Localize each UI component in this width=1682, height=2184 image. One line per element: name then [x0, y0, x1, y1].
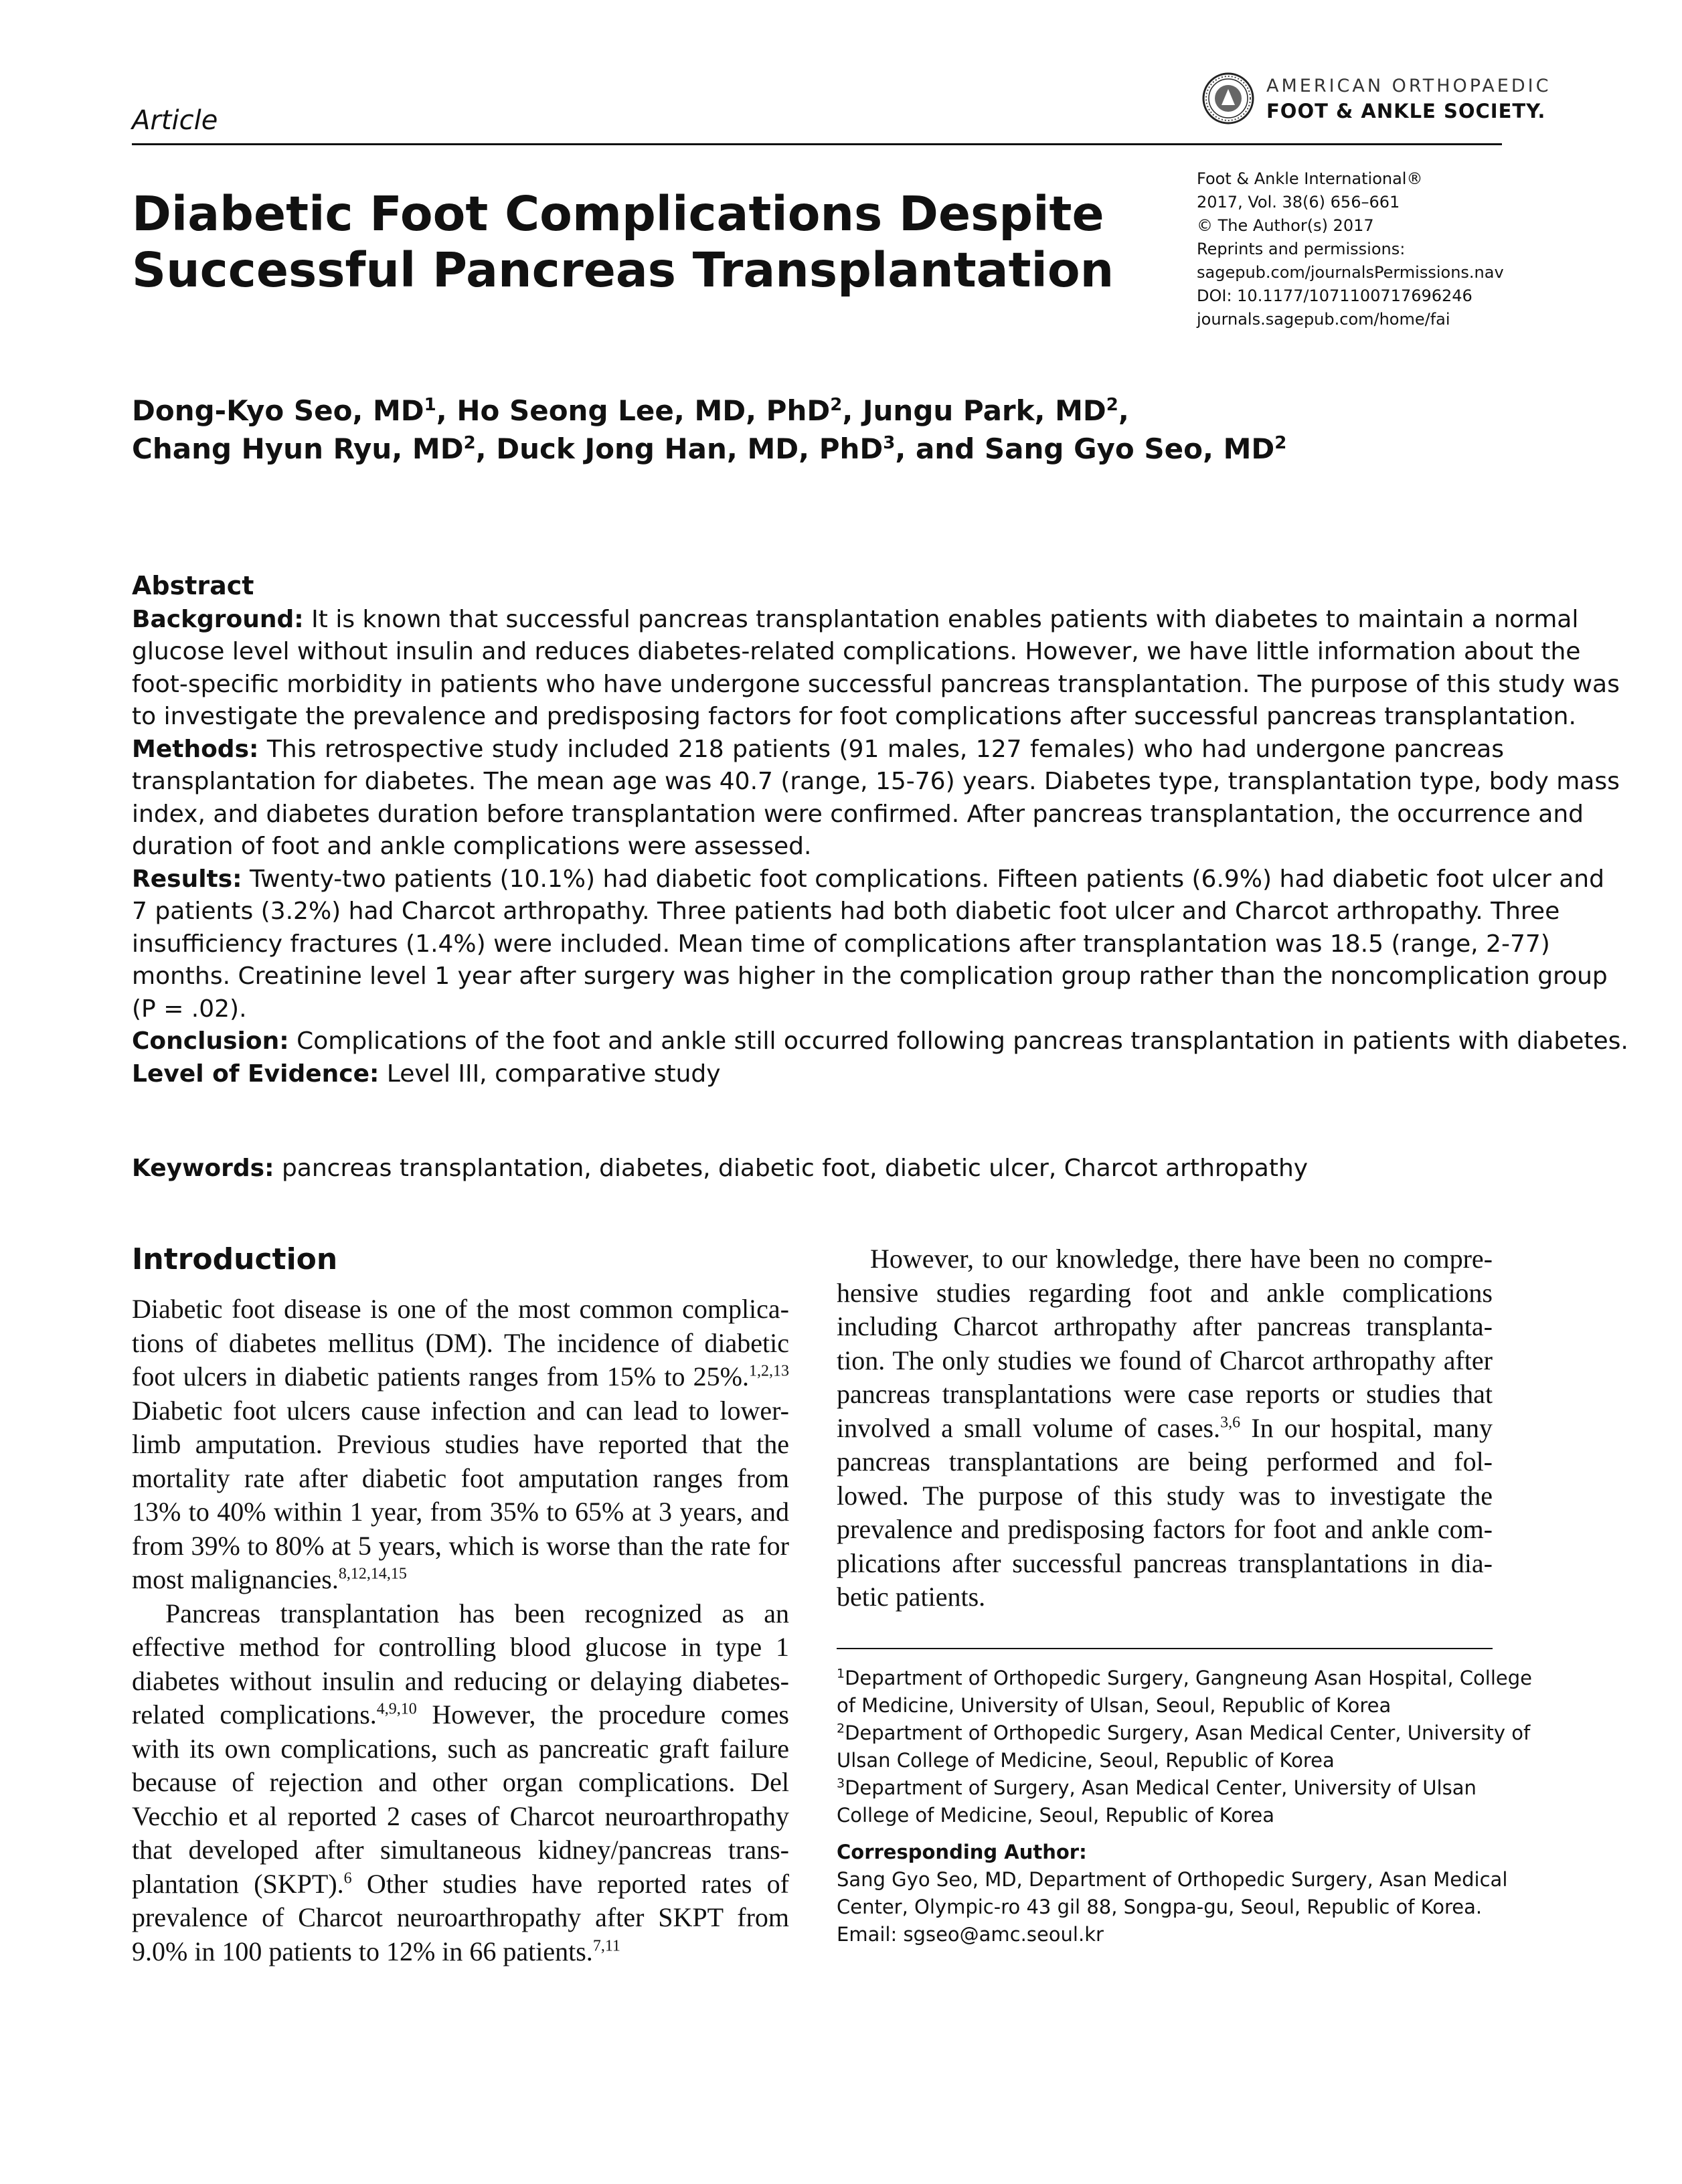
corresponding-email[interactable]: Email: sgseo@amc.seoul.kr	[837, 1923, 1104, 1946]
body-line: Diabetic foot disease is one of the most common complica-	[132, 1294, 789, 1324]
society-logo	[1201, 70, 1551, 131]
methods-label: Methods:	[132, 735, 259, 763]
title-line-2: Successful Pancreas Transplantation	[132, 242, 1114, 298]
author-affil-ref: 3	[883, 433, 896, 453]
affil-line: College of Medicine, Seoul, Republic of Korea	[837, 1804, 1274, 1827]
journal-volume: 2017, Vol. 38(6) 656–661	[1197, 193, 1400, 212]
abstract-p-value: (P = .02).	[132, 995, 247, 1023]
footnote-divider	[837, 1648, 1493, 1649]
body-line: effective method for controlling blood glucose in type 1	[132, 1632, 789, 1662]
body-line: pancreas transplantations are being performed and fol-	[837, 1446, 1493, 1477]
affil-number: 1	[837, 1666, 845, 1681]
journal-home-link[interactable]: journals.sagepub.com/home/fai	[1197, 310, 1450, 329]
society-name-line1: AMERICAN ORTHOPAEDIC	[1266, 76, 1551, 96]
affil-line: Department of Surgery, Asan Medical Center, University of Ulsan	[845, 1776, 1477, 1799]
body-line: hensive studies regarding foot and ankle complications	[837, 1277, 1493, 1308]
background-label: Background:	[132, 605, 304, 633]
affil-line: of Medicine, University of Ulsan, Seoul, Republic of Korea	[837, 1694, 1392, 1717]
body-line: tion. The only studies we found of Charcot arthropathy after	[837, 1345, 1493, 1375]
journal-meta	[1197, 167, 1505, 331]
doi-link[interactable]: DOI: 10.1177/1071100717696246	[1197, 286, 1473, 305]
abstract-text: glucose level without insulin and reduces diabetes-related complications. However, we have little information about the	[132, 638, 1581, 665]
title-line-1: Diabetic Foot Complications Despite	[132, 186, 1104, 242]
abstract-text: This retrospective study included 218 patients (91 males, 127 females) who had undergone pancreas	[266, 735, 1505, 763]
results-label: Results:	[132, 865, 242, 893]
body-line: from 39% to 80% at 5 years, which is worse than the rate for	[132, 1530, 789, 1561]
author-affil-ref: 1	[424, 395, 436, 415]
abstract-text: 7 patients (3.2%) had Charcot arthropathy. Three patients had both diabetic foot ulcer and Charcot arthropathy. Three	[132, 898, 1560, 925]
body-line: prevalence and predisposing factors for foot and ankle com-	[837, 1514, 1493, 1544]
body-line: pancreas transplantations were case reports or studies that	[837, 1379, 1493, 1409]
journal-copyright: © The Author(s) 2017	[1197, 216, 1374, 235]
body-line: that developed after simultaneous kidney/pancreas trans-	[132, 1835, 789, 1865]
body-line: foot ulcers in diabetic patients ranges from 15% to 25%.	[132, 1361, 749, 1392]
body-column-left	[132, 1292, 789, 1968]
body-line: involved a small volume of cases.	[837, 1412, 1221, 1443]
body-line: plications after successful pancreas transplantations in dia-	[837, 1547, 1493, 1578]
body-line: Vecchio et al reported 2 cases of Charcot neuroarthropathy	[132, 1800, 789, 1831]
article-type-label: Article	[132, 105, 218, 136]
body-line: with its own complications, such as pancreatic graft failure	[132, 1733, 789, 1764]
abstract-text: foot-specific morbidity in patients who have undergone successful pancreas transplantation. The purpose of this study was	[132, 670, 1620, 698]
keywords	[132, 1155, 1308, 1182]
author-name: Chang Hyun Ryu, MD	[132, 432, 464, 465]
journal-name: Foot & Ankle International®	[1197, 169, 1423, 188]
citation-ref[interactable]: 6	[343, 1869, 352, 1887]
affil-line: Department of Orthopedic Surgery, Gangneung Asan Hospital, College	[845, 1667, 1532, 1689]
citation-ref[interactable]: 7,11	[592, 1937, 620, 1955]
body-line: Pancreas transplantation has been recognized as an	[165, 1598, 789, 1628]
journal-reprints: Reprints and permissions:	[1197, 240, 1406, 258]
abstract	[132, 570, 1628, 1090]
body-line: However, to our knowledge, there have been no compre-	[870, 1244, 1493, 1274]
body-column-right	[837, 1242, 1493, 1614]
evidence-label: Level of Evidence:	[132, 1060, 380, 1088]
author-list: Dong-Kyo Seo, $MD^1$, Ho Seong Lee, MD, PhD$^2$, Jungu Park, $MD^2$, Chang Hyun Ryu, $MD^2$, Duck Jong Han, MD, PhD$^3$, and Sang Gyo Seo, $MD^2$	[132, 394, 1287, 465]
header-divider	[132, 143, 1502, 145]
society-name-line2: FOOT & ANKLE SOCIETY.	[1266, 100, 1546, 122]
body-line: However, the procedure comes	[416, 1699, 790, 1730]
corresponding-line: Sang Gyo Seo, MD, Department of Orthopedic Surgery, Asan Medical	[837, 1868, 1508, 1891]
citation-ref[interactable]: 3,6	[1220, 1414, 1241, 1432]
corresponding-line: Center, Olympic-ro 43 gil 88, Songpa-gu, Seoul, Republic of Korea.	[837, 1896, 1483, 1918]
body-line: related complications.	[132, 1699, 377, 1730]
author-name: Ho Seong Lee, MD, PhD	[456, 394, 831, 427]
body-line: Other studies have reported rates of	[351, 1868, 789, 1899]
body-line: betic patients.	[837, 1582, 986, 1612]
affiliations	[837, 1665, 1532, 1948]
body-line: Diabetic foot ulcers cause infection and can lead to lower-	[132, 1395, 789, 1426]
abstract-text: months. Creatinine level 1 year after surgery was higher in the complication group rather than the noncomplication group	[132, 962, 1608, 990]
body-line: prevalence of Charcot neuroarthropathy after SKPT from	[132, 1902, 789, 1932]
abstract-text: to investigate the prevalence and predisposing factors for foot complications after successful pancreas transplantation.	[132, 703, 1576, 730]
author-affil-ref: 2	[830, 395, 843, 415]
keywords-label: Keywords:	[132, 1155, 274, 1182]
body-line: because of rejection and other organ complications. Del	[132, 1767, 789, 1797]
article-title	[132, 186, 1122, 299]
author-affil-ref: 2	[463, 433, 476, 453]
abstract-evidence	[132, 1058, 1504, 1091]
body-line: including Charcot arthropathy after pancreas transplanta-	[837, 1311, 1493, 1341]
author-name: Dong-Kyo Seo, MD	[132, 394, 424, 427]
abstract-results	[132, 863, 1608, 1026]
body-line: mortality rate after diabetic foot amputation ranges from	[132, 1462, 789, 1493]
body-line: 13% to 40% within 1 year, from 35% to 65% at 3 years, and	[132, 1497, 789, 1527]
abstract-methods	[132, 734, 1620, 863]
citation-ref[interactable]: 4,9,10	[376, 1700, 417, 1718]
body-line: In our hospital, many	[1240, 1412, 1493, 1443]
author-name: and Sang Gyo Seo, MD	[915, 432, 1275, 465]
abstract-background	[132, 604, 1620, 734]
body-line: plantation (SKPT).	[132, 1868, 344, 1899]
keywords-text: pancreas transplantation, diabetes, diabetic foot, diabetic ulcer, Charcot arthropathy	[281, 1155, 1309, 1182]
conclusion-label: Conclusion:	[132, 1027, 289, 1055]
permissions-link[interactable]: sagepub.com/journalsPermissions.nav	[1197, 263, 1504, 282]
abstract-heading: Abstract	[132, 571, 254, 600]
abstract-text: It is known that successful pancreas transplantation enables patients with diabetes to maintain a normal	[311, 605, 1579, 633]
body-line: 9.0% in 100 patients to 12% in 66 patients.	[132, 1936, 593, 1966]
body-line: diabetes without insulin and reducing or delaying diabetes-	[132, 1665, 789, 1696]
abstract-text: Complications of the foot and ankle still occurred following pancreas transplantation in patients with diabetes.	[297, 1027, 1628, 1055]
citation-ref[interactable]: 8,12,14,15	[338, 1565, 407, 1583]
affil-line: Department of Orthopedic Surgery, Asan Medical Center, University of	[845, 1721, 1531, 1744]
author-name: Duck Jong Han, MD, PhD	[496, 432, 884, 465]
affil-line: Ulsan College of Medicine, Seoul, Republic of Korea	[837, 1749, 1335, 1772]
body-line: limb amputation. Previous studies have reported that the	[132, 1429, 789, 1459]
citation-ref[interactable]: 1,2,13	[749, 1362, 789, 1380]
corresponding-author-heading: Corresponding Author:	[837, 1841, 1087, 1863]
affil-number: 2	[837, 1721, 845, 1736]
author-affil-ref: 2	[1274, 433, 1287, 453]
body-line: lowed. The purpose of this study was to investigate the	[837, 1480, 1493, 1511]
abstract-text: Twenty-two patients (10.1%) had diabetic foot complications. Fifteen patients (6.9%) had diabetic foot ulcer and	[250, 865, 1604, 893]
abstract-text: Level III, comparative study	[386, 1060, 721, 1088]
body-line: most malignancies.	[132, 1564, 339, 1594]
society-seal-icon	[1201, 72, 1255, 125]
body-line: tions of diabetes mellitus (DM). The incidence of diabetic	[132, 1327, 789, 1358]
author-affil-ref: 2	[1106, 395, 1118, 415]
introduction-heading: Introduction	[132, 1242, 338, 1276]
abstract-text: transplantation for diabetes. The mean age was 40.7 (range, 15-76) years. Diabetes type, transplantation type, body mass	[132, 768, 1620, 795]
affil-number: 3	[837, 1776, 845, 1791]
abstract-text: index, and diabetes duration before transplantation were confirmed. After pancreas transplantation, the occurrence and	[132, 800, 1584, 828]
abstract-text: insufficiency fractures (1.4%) were included. Mean time of complications after transplantation was 18.5 (range, 2-77)	[132, 930, 1550, 958]
author-name: Jungu Park, MD	[862, 394, 1106, 427]
abstract-text: duration of foot and ankle complications were assessed.	[132, 833, 812, 860]
abstract-conclusion	[132, 1025, 1628, 1058]
